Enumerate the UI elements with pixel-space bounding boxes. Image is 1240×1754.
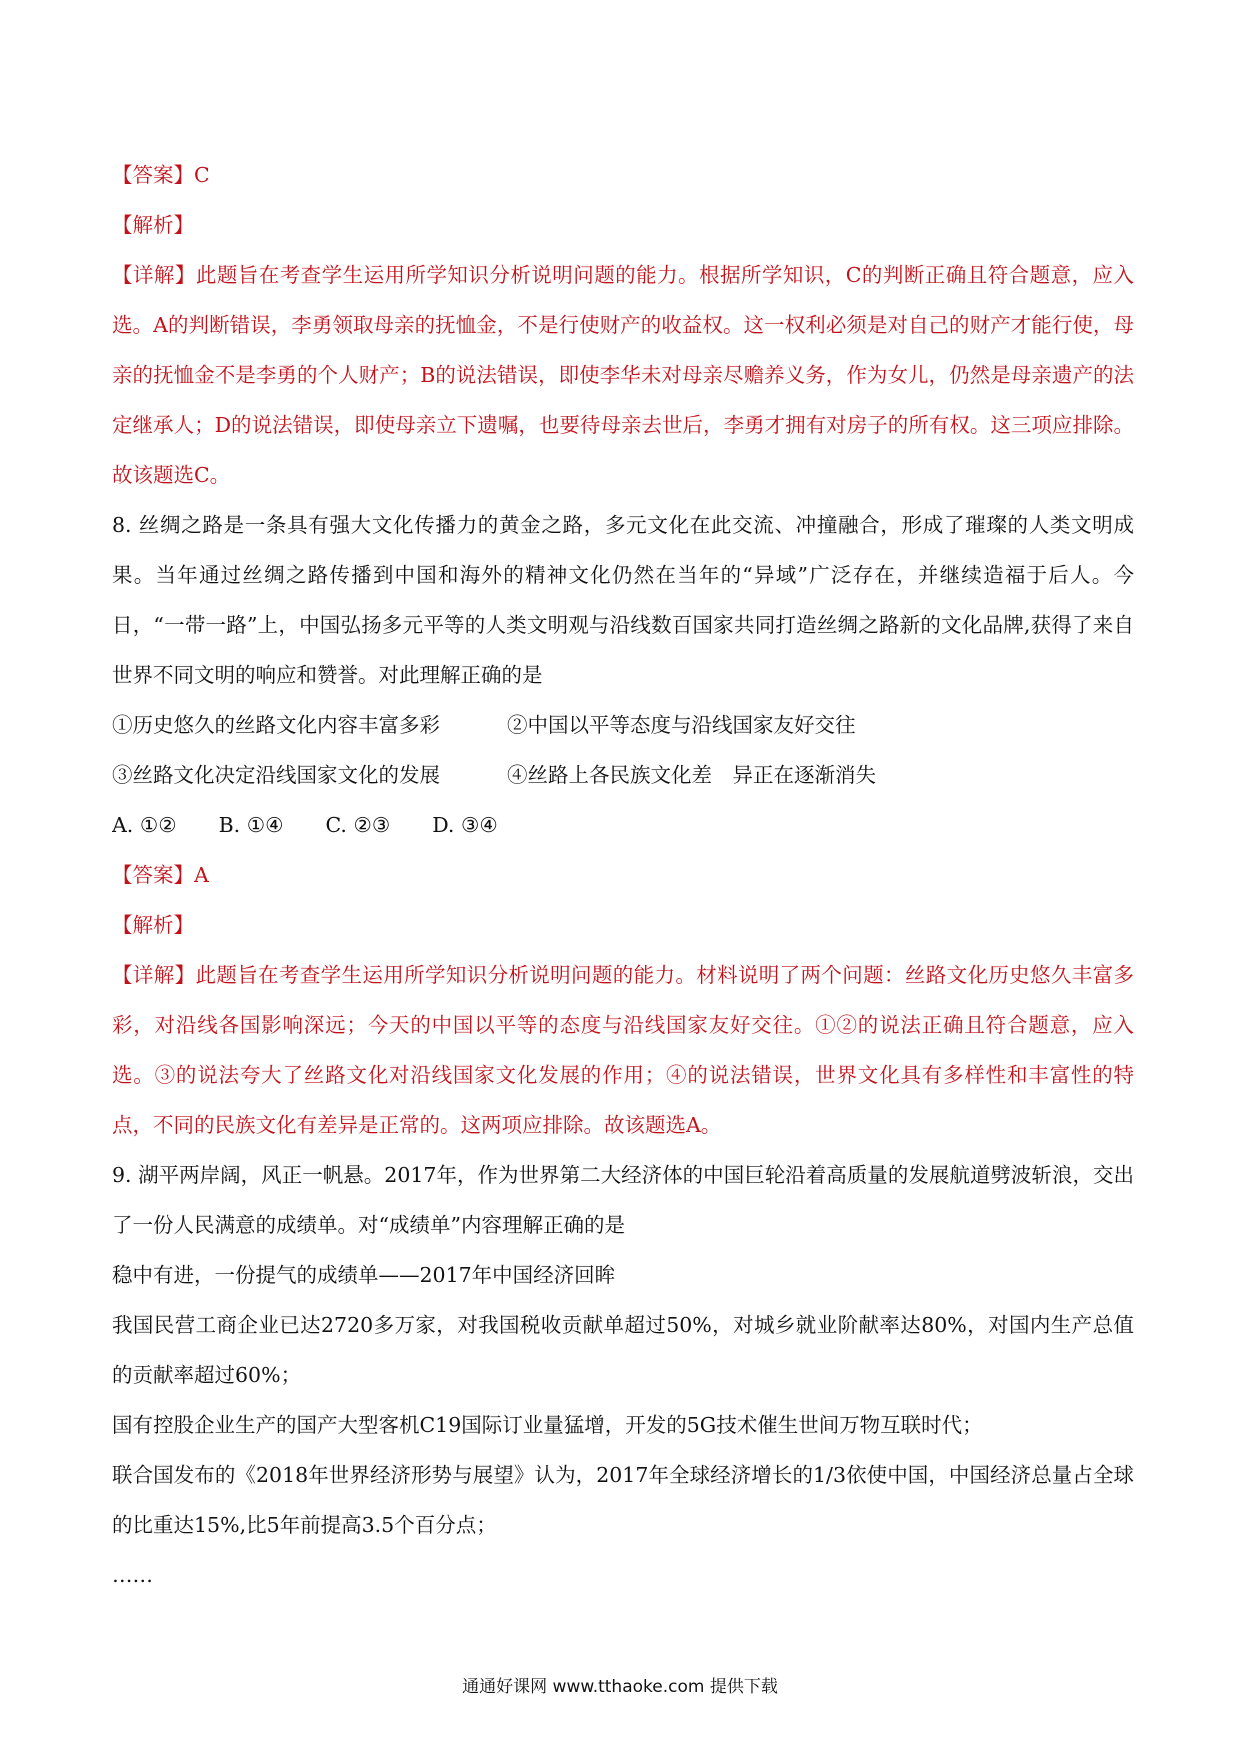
q9-ellipsis: …… <box>112 1563 153 1587</box>
q8-choice-d: D. ③④ <box>432 813 498 837</box>
answer-value: C <box>194 163 210 187</box>
q8-choice-b: B. ①④ <box>218 813 284 837</box>
q8-detail <box>112 950 1134 1150</box>
q8-option-2: ②中国以平等态度与沿线国家友好交往 <box>507 713 856 737</box>
q8-options-row-1 <box>112 700 1134 750</box>
q9-stem: 9. 湖平两岸阔，风正一帆悬。2017年，作为世界第二大经济体的中国巨轮沿着高质量的发展航道劈波斩浪，交出了一份人民满意的成绩单。对“成绩单”内容理解正确的是 <box>112 1163 1134 1237</box>
page-footer: 通通好课网 www.tthaoke.com 提供下载 <box>462 1677 778 1697</box>
answer-tag: 【答案】 <box>112 163 194 187</box>
detail-text: 此题旨在考查学生运用所学知识分析说明问题的能力。根据所学知识，C的判断正确且符合题意，应入选。A的判断错误，李勇领取母亲的抚恤金，不是行使财产的收益权。这一权利必须是对自己的财产才能行使，母亲的抚恤金不是李勇的个人财产；B的说法错误，即使李华未对母亲尽赡养义务，作为女儿，仍然是母亲遗产的法定继承人；D的说法错误，即使母亲立下遗嘱，也要待母亲去世后，李勇才拥有对房子的所有权。这三项应排除。故该题选C。 <box>112 263 1134 487</box>
q8-choices <box>112 800 1134 850</box>
q8-option-4: ④丝路上各民族文化差 异正在逐渐消失 <box>507 763 876 787</box>
q8-choice-c: C. ②③ <box>325 813 391 837</box>
q9-heading: 稳中有进，一份提气的成绩单——2017年中国经济回眸 <box>112 1263 616 1287</box>
analysis-tag: 【解析】 <box>112 213 194 237</box>
answer-tag: 【答案】 <box>112 863 194 887</box>
q8-stem: 8. 丝绸之路是一条具有强大文化传播力的黄金之路，多元文化在此交流、冲撞融合，形成了璀璨的人类文明成果。当年通过丝绸之路传播到中国和海外的精神文化仍然在当年的“异域”广泛存在，并继续造福于后人。今日，“一带一路”上，中国弘扬多元平等的人类文明观与沿线数百国家共同打造丝绸之路新的文化品牌,获得了来自世界不同文明的响应和赞誉。对此理解正确的是 <box>112 513 1134 687</box>
q8-option-3: ③丝路文化决定沿线国家文化的发展 <box>112 763 440 787</box>
answer-value: A <box>194 863 209 887</box>
q9-para-2: 国有控股企业生产的国产大型客机C19国际订业量猛增，开发的5G技术催生世间万物互联时代； <box>112 1413 983 1437</box>
q8-choice-a: A. ①② <box>112 813 177 837</box>
q7-answer <box>112 150 1134 200</box>
detail-tag: 【详解】 <box>112 263 196 287</box>
q9-para-3: 联合国发布的《2018年世界经济形势与展望》认为，2017年全球经济增长的1/3依使中国，中国经济总量占全球的比重达15%,比5年前提高3.5个百分点； <box>112 1463 1134 1537</box>
detail-tag: 【详解】 <box>112 963 196 987</box>
analysis-tag: 【解析】 <box>112 913 194 937</box>
detail-text: 此题旨在考查学生运用所学知识分析说明问题的能力。材料说明了两个问题：丝路文化历史悠久丰富多彩，对沿线各国影响深远；今天的中国以平等的态度与沿线国家友好交往。①②的说法正确且符合题意，应入选。③的说法夸大了丝路文化对沿线国家文化发展的作用；④的说法错误，世界文化具有多样性和丰富性的特点，不同的民族文化有差异是正常的。这两项应排除。故该题选A。 <box>112 963 1135 1137</box>
q7-analysis-tag <box>112 200 1134 250</box>
q8-answer <box>112 850 1134 900</box>
document-body <box>112 150 1134 1600</box>
q8-analysis-tag <box>112 900 1134 950</box>
q8-options-row-2 <box>112 750 1134 800</box>
q7-detail <box>112 250 1134 500</box>
q9-para-1: 我国民营工商企业已达2720多万家，对我国税收贡献单超过50%，对城乡就业阶献率达80%，对国内生产总值的贡献率超过60%； <box>112 1313 1134 1387</box>
q8-option-1: ①历史悠久的丝路文化内容丰富多彩 <box>112 713 440 737</box>
